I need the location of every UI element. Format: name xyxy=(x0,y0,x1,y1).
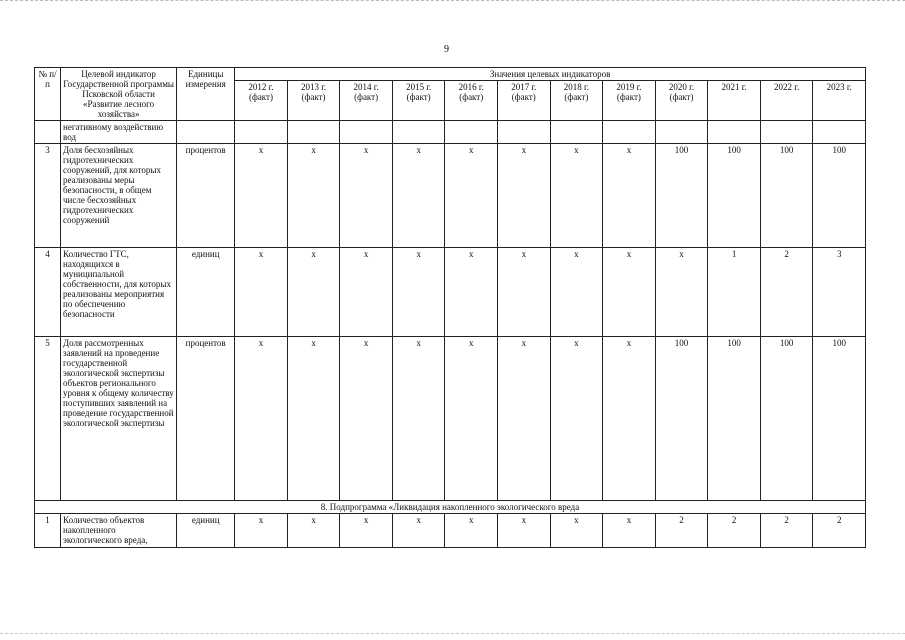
year-header-cell: 2016 г. (факт) xyxy=(445,81,498,121)
value-cell: х xyxy=(603,514,656,548)
year-header-cell: 2019 г. (факт) xyxy=(603,81,656,121)
year-header-cell: 2021 г. xyxy=(708,81,761,121)
value-cell: 3 xyxy=(813,248,866,337)
value-cell: х xyxy=(550,144,603,248)
value-cell: х xyxy=(445,514,498,548)
value-cell: х xyxy=(287,337,340,501)
row-unit: процентов xyxy=(177,337,235,501)
scan-edge-top xyxy=(0,0,905,3)
row-num xyxy=(35,121,61,144)
value-cell: х xyxy=(550,248,603,337)
value-cell: х xyxy=(340,248,393,337)
table-row xyxy=(35,248,866,337)
value-cell: 2 xyxy=(760,514,813,548)
value-cell: х xyxy=(340,514,393,548)
empty-cell xyxy=(708,121,761,144)
empty-cell xyxy=(498,121,551,144)
value-cell: х xyxy=(655,248,708,337)
page-number: 9 xyxy=(444,44,449,55)
values-header: Значения целевых индикаторов xyxy=(235,68,866,81)
value-cell: х xyxy=(603,337,656,501)
empty-cell xyxy=(235,121,288,144)
empty-cell xyxy=(813,121,866,144)
value-cell: 100 xyxy=(760,144,813,248)
row-indicator: Количество объектов накопленного экологического вреда, xyxy=(61,514,177,548)
scan-edge-bottom xyxy=(0,633,905,635)
empty-cell xyxy=(340,121,393,144)
indicator-table xyxy=(34,67,866,548)
unit-header: Единицы измерения xyxy=(177,68,235,121)
row-unit: единиц xyxy=(177,248,235,337)
value-cell: х xyxy=(550,337,603,501)
value-cell: 100 xyxy=(760,337,813,501)
year-header-cell: 2018 г. (факт) xyxy=(550,81,603,121)
value-cell: 100 xyxy=(708,144,761,248)
value-cell: х xyxy=(235,248,288,337)
value-cell: х xyxy=(235,144,288,248)
value-cell: х xyxy=(445,144,498,248)
num-header: № п/п xyxy=(35,68,61,121)
empty-cell xyxy=(603,121,656,144)
row-unit: единиц xyxy=(177,514,235,548)
value-cell: 1 xyxy=(708,248,761,337)
value-cell: 100 xyxy=(655,144,708,248)
value-cell: х xyxy=(287,248,340,337)
value-cell: 2 xyxy=(708,514,761,548)
value-cell: 2 xyxy=(760,248,813,337)
row-unit xyxy=(177,121,235,144)
value-cell: 100 xyxy=(708,337,761,501)
empty-cell xyxy=(655,121,708,144)
empty-cell xyxy=(392,121,445,144)
value-cell: х xyxy=(498,248,551,337)
table-row xyxy=(35,337,866,501)
year-header-cell: 2022 г. xyxy=(760,81,813,121)
section-title-row xyxy=(35,501,866,514)
value-cell: х xyxy=(445,337,498,501)
section-title: 8. Подпрограмма «Ликвидация накопленного экологического вреда xyxy=(35,501,866,514)
row-unit: процентов xyxy=(177,144,235,248)
year-header-cell: 2020 г. (факт) xyxy=(655,81,708,121)
row-num: 3 xyxy=(35,144,61,248)
year-header-cell: 2023 г. xyxy=(813,81,866,121)
value-cell: х xyxy=(287,144,340,248)
table-row xyxy=(35,514,866,548)
table-row xyxy=(35,144,866,248)
empty-cell xyxy=(760,121,813,144)
value-cell: х xyxy=(235,337,288,501)
row-num: 4 xyxy=(35,248,61,337)
value-cell: х xyxy=(287,514,340,548)
empty-cell xyxy=(550,121,603,144)
year-header-cell: 2013 г. (факт) xyxy=(287,81,340,121)
year-header-cell: 2012 г. (факт) xyxy=(235,81,288,121)
table-body xyxy=(35,121,866,548)
value-cell: х xyxy=(340,337,393,501)
value-cell: х xyxy=(498,514,551,548)
row-indicator: Доля рассмотренных заявлений на проведение государственной экологической экспертизы объектов регионального уровня к общему количеству поступивших заявлений на проведение государственной экологической экспертизы xyxy=(61,337,177,501)
value-cell: х xyxy=(392,337,445,501)
value-cell: х xyxy=(498,144,551,248)
value-cell: 2 xyxy=(813,514,866,548)
value-cell: х xyxy=(550,514,603,548)
row-indicator: негативному воздействию вод xyxy=(61,121,177,144)
value-cell: х xyxy=(603,144,656,248)
year-header-cell: 2014 г. (факт) xyxy=(340,81,393,121)
indicator-header: Целевой индикатор Государственной программы Псковской области «Развитие лесного хозяйства» xyxy=(61,68,177,121)
row-num: 5 xyxy=(35,337,61,501)
value-cell: 100 xyxy=(813,337,866,501)
value-cell: 100 xyxy=(813,144,866,248)
value-cell: х xyxy=(235,514,288,548)
row-indicator: Доля бесхозяйных гидротехнических сооружений, для которых реализованы меры безопасности, в общем числе бесхозяйных гидротехнических сооружений xyxy=(61,144,177,248)
row-indicator: Количество ГТС, находящихся в муниципальной собственности, для которых реализованы мероприятия по обеспечению безопасности xyxy=(61,248,177,337)
year-header-cell: 2015 г. (факт) xyxy=(392,81,445,121)
empty-cell xyxy=(445,121,498,144)
value-cell: х xyxy=(392,248,445,337)
year-header-cell: 2017 г. (факт) xyxy=(498,81,551,121)
row-num: 1 xyxy=(35,514,61,548)
value-cell: х xyxy=(603,248,656,337)
empty-cell xyxy=(287,121,340,144)
value-cell: х xyxy=(445,248,498,337)
value-cell: 2 xyxy=(655,514,708,548)
value-cell: х xyxy=(340,144,393,248)
header-row xyxy=(35,68,866,81)
value-cell: х xyxy=(392,514,445,548)
value-cell: х xyxy=(498,337,551,501)
value-cell: 100 xyxy=(655,337,708,501)
value-cell: х xyxy=(392,144,445,248)
continuation-row xyxy=(35,121,866,144)
